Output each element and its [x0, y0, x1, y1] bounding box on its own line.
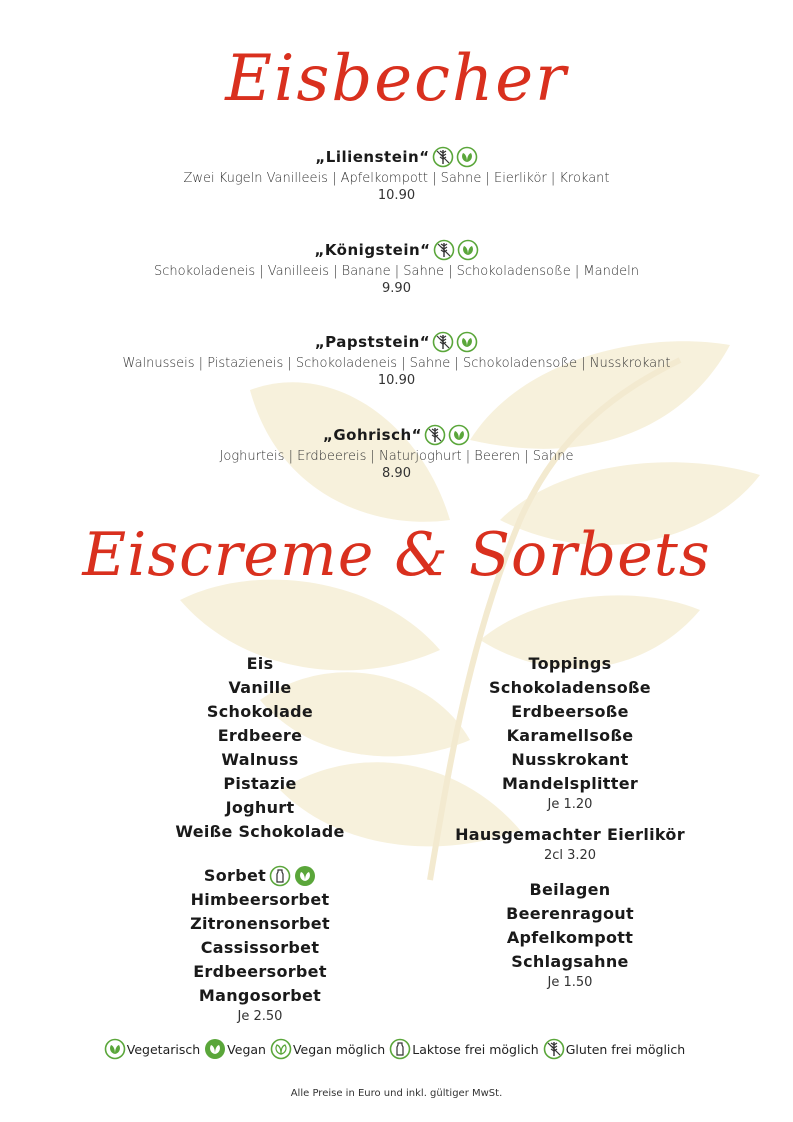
legend-item	[270, 1038, 385, 1060]
item-name: „Königstein“	[314, 241, 431, 259]
list-item: Pistazie	[223, 774, 297, 793]
gluten-free-icon	[433, 239, 455, 261]
list-item: Apfelkompott	[506, 928, 634, 947]
vegan-icon	[294, 865, 316, 887]
item-name: „Papststein“	[314, 333, 431, 351]
item-price: 10.90	[377, 373, 416, 388]
eierlikoer-block	[440, 823, 700, 865]
item-description: Schokoladeneis | Vanilleeis | Banane | Sahne | Schokoladensoße | Mandeln	[154, 264, 639, 279]
legend-item	[543, 1038, 685, 1060]
gluten-free-icon	[424, 424, 446, 446]
list-item: Erdbeere	[217, 726, 303, 745]
list-item: Vanille	[228, 678, 292, 697]
item-name: „Lilienstein“	[315, 148, 430, 166]
toppings-list	[440, 652, 700, 814]
item-name: „Gohrisch“	[322, 426, 423, 444]
vegan-possible-icon	[270, 1038, 292, 1060]
sorbet-heading: Sorbet	[203, 866, 267, 885]
gluten-free-icon	[432, 331, 454, 353]
eisbecher-title: Eisbecher	[225, 42, 568, 116]
list-item: Schokolade	[206, 702, 314, 721]
eis-list	[160, 652, 360, 844]
list-item: Mandelsplitter	[501, 774, 639, 793]
list-item: Schlagsahne	[511, 952, 629, 971]
lactose-free-icon	[269, 865, 291, 887]
eisbecher-item	[0, 331, 793, 388]
vegetarian-icon	[104, 1038, 126, 1060]
item-price: 8.90	[382, 466, 411, 481]
list-item: Karamellsoße	[506, 726, 634, 745]
legend-label: Laktose frei möglich	[412, 1041, 539, 1057]
vegetarian-icon	[456, 331, 478, 353]
eierlikoer-heading: Hausgemachter Eierlikör	[455, 825, 685, 844]
item-description: Zwei Kugeln Vanilleeis | Apfelkompott | Sahne | Eierlikör | Krokant	[183, 171, 610, 186]
gluten-free-icon	[543, 1038, 565, 1060]
diet-legend	[0, 1038, 793, 1060]
eisbecher-item	[0, 424, 793, 481]
sorbet-price: Je 2.50	[237, 1009, 283, 1024]
vegetarian-icon	[448, 424, 470, 446]
list-item: Zitronensorbet	[190, 914, 330, 933]
lactose-free-icon	[389, 1038, 411, 1060]
vegetarian-icon	[456, 146, 478, 168]
vegetarian-icon	[457, 239, 479, 261]
list-item: Mangosorbet	[198, 986, 322, 1005]
legend-label: Vegetarisch	[126, 1041, 201, 1057]
list-item: Erdbeersorbet	[193, 962, 327, 981]
eierlikoer-price: 2cl 3.20	[543, 848, 597, 863]
sorbet-list	[160, 864, 360, 1026]
beilagen-list	[440, 878, 700, 992]
legend-label: Gluten frei möglich	[565, 1041, 686, 1057]
eisbecher-item	[0, 239, 793, 296]
item-price: 9.90	[382, 281, 411, 296]
legend-label: Vegan	[227, 1041, 266, 1057]
list-item: Walnuss	[221, 750, 299, 769]
legend-item	[104, 1038, 200, 1060]
toppings-heading: Toppings	[528, 654, 612, 673]
price-footnote: Alle Preise in Euro und inkl. gültiger MwSt.	[290, 1088, 503, 1099]
beilagen-heading: Beilagen	[529, 880, 611, 899]
list-item: Schokoladensoße	[489, 678, 651, 697]
legend-item	[204, 1038, 266, 1060]
item-description: Joghurteis | Erdbeereis | Naturjoghurt | Beeren | Sahne	[219, 449, 574, 464]
list-item: Himbeersorbet	[190, 890, 330, 909]
eisbecher-item	[0, 146, 793, 203]
gluten-free-icon	[432, 146, 454, 168]
list-item: Cassissorbet	[200, 938, 320, 957]
eiscreme-sorbets-title: Eiscreme & Sorbets	[82, 520, 711, 590]
legend-item	[389, 1038, 539, 1060]
eis-heading: Eis	[246, 654, 274, 673]
vegan-icon	[204, 1038, 226, 1060]
legend-label: Vegan möglich	[292, 1041, 386, 1057]
item-price: 10.90	[377, 188, 416, 203]
list-item: Weiße Schokolade	[175, 822, 345, 841]
beilagen-price: Je 1.50	[547, 975, 593, 990]
toppings-price: Je 1.20	[547, 797, 593, 812]
list-item: Erdbeersoße	[511, 702, 629, 721]
list-item: Beerenragout	[506, 904, 634, 923]
list-item: Nusskrokant	[511, 750, 629, 769]
item-description: Walnusseis | Pistazieneis | Schokoladeneis | Sahne | Schokoladensoße | Nusskrokant	[122, 356, 671, 371]
list-item: Joghurt	[225, 798, 295, 817]
